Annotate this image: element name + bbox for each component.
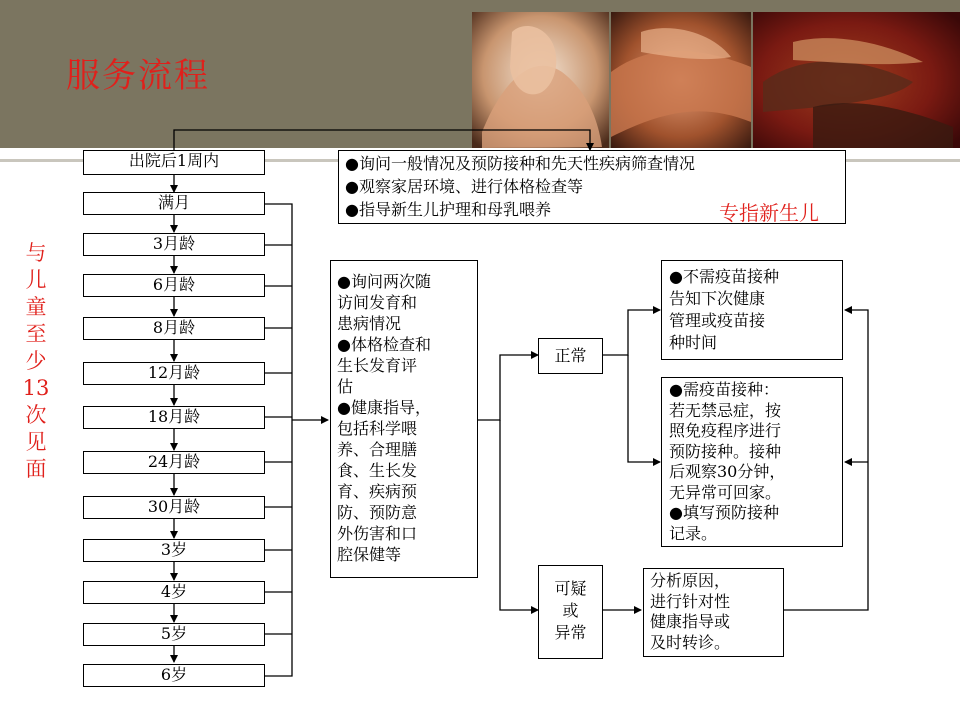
need-vaccine-text: ●需疫苗接种： 若无禁忌症，按 照免疫程序进行 预防接种。接种 后观察30分钟， 无异常可回家。 ●填写预防接种 记录。 — [669, 380, 786, 543]
no-vaccine-text: ●不需疫苗接种 告知下次健康 管理或疫苗接 种时间 — [669, 267, 779, 352]
need-vaccine-box — [661, 377, 843, 547]
visit-box-1: 出院后1周内 — [83, 150, 265, 175]
abnormal-box — [538, 565, 603, 659]
visit-box-2: 满月 — [83, 192, 265, 215]
followup-content-text: ●询问两次随 访间发育和 患病情况 ●体格检查和 生长发育评 估 ●健康指导， 包括科学喂 养、合理膳 食、生长发 育、疾病预 防、预防意 外伤害和口 腔保健等 — [337, 272, 431, 564]
newborn-info-box — [338, 150, 846, 224]
newborn-item-2: ●观察家居环境、进行体格检查等 — [345, 177, 583, 196]
newborn-item-1: ●询问一般情况及预防接种和先天性疾病筛查情况 — [345, 154, 695, 173]
visit-box-6: 12月龄 — [83, 362, 265, 385]
visit-box-13: 6岁 — [83, 664, 265, 687]
visit-box-5: 8月龄 — [83, 317, 265, 340]
abnormal-text: 可疑 或 异常 — [554, 579, 587, 642]
page-title: 服务流程 — [66, 56, 210, 96]
no-vaccine-box — [661, 260, 843, 360]
visit-box-12: 5岁 — [83, 623, 265, 646]
visit-box-11: 4岁 — [83, 581, 265, 604]
newborn-item-3: ●指导新生儿护理和母乳喂养 — [345, 200, 551, 219]
abnormal-action-box — [643, 568, 784, 657]
visit-box-9: 30月龄 — [83, 496, 265, 519]
visit-box-4: 6月龄 — [83, 274, 265, 297]
visit-box-8: 24月龄 — [83, 451, 265, 474]
visit-box-10: 3岁 — [83, 539, 265, 562]
newborn-only-tag: 专指新生儿 — [719, 201, 819, 225]
visit-box-7: 18月龄 — [83, 406, 265, 429]
followup-content-box — [330, 260, 478, 578]
visit-box-3: 3月龄 — [83, 233, 265, 256]
normal-box: 正常 — [538, 338, 603, 374]
side-label: 与儿童至少13次见面 — [22, 241, 50, 481]
abnormal-action-text: 分析原因， 进行针对性 健康指导或 及时转诊。 — [650, 571, 731, 652]
